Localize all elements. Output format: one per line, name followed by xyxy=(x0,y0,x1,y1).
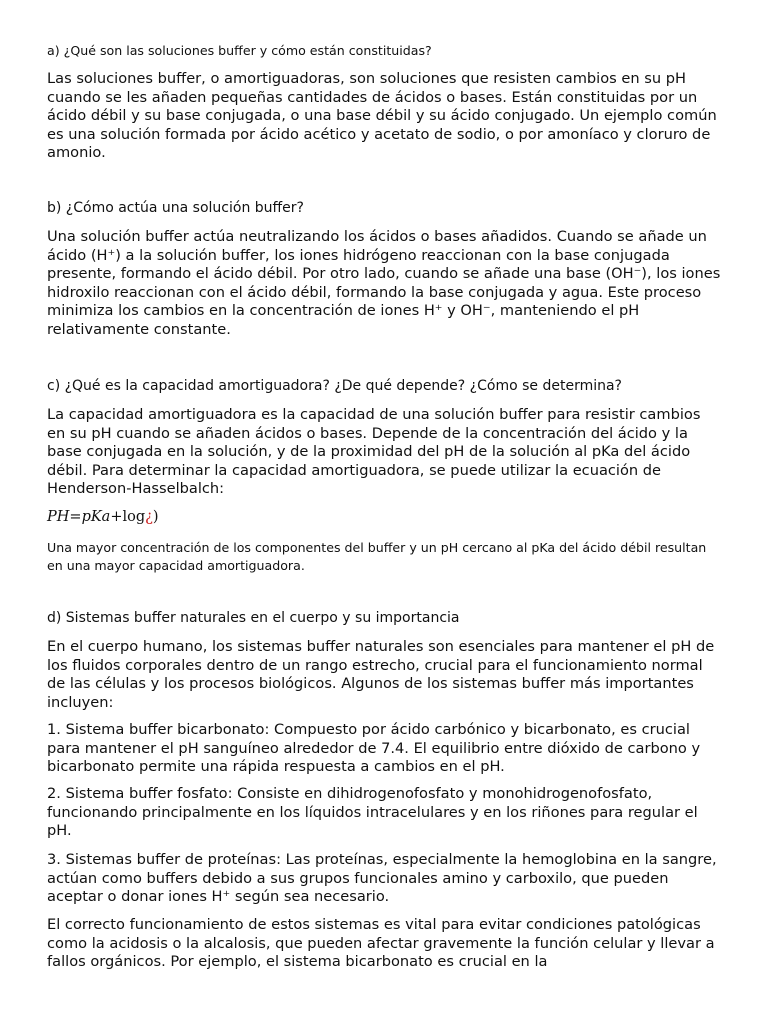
formula-pka: pKa xyxy=(81,509,111,525)
answer-d-intro: En el cuerpo humano, los sistemas buffer naturales son esenciales para mantener el pH de los fluidos corporales dentro de un rango estrecho, crucial para el funcionamiento normal de las células y los procesos biológicos. Algunos de los sistemas buffer más importantes incluyen: xyxy=(47,638,715,711)
answer-c-paragraph: La capacidad amortiguadora es la capacidad de una solución buffer para resistir cambios en su pH cuando se añaden ácidos o bases. Depende de la concentración del ácido y la base conjugada en la solución, y de la proximidad del pH de la solución al pKa del ácido débil. Para determinar la capacidad amortiguadora, se puede utilizar la ecuación de Henderson-Hasselbalch: xyxy=(47,406,701,497)
henderson-hasselbalch-formula xyxy=(47,508,159,526)
closing-paragraph: El correcto funcionamiento de estos sistemas es vital para evitar condiciones patológicas como la acidosis o la alcalosis, que pueden afectar gravemente la función celular y llevar a fallos orgánicos. Por ejemplo, el sistema bicarbonato es crucial en la xyxy=(47,916,715,970)
answer-b-paragraph: Una solución buffer actúa neutralizando los ácidos o bases añadidos. Cuando se añade un ácido (H⁺) a la solución buffer, los iones hidrógeno reaccionan con la base conjugada presente, formando el ácido débil. Por otro lado, cuando se añade una base (OH⁻), los iones hidroxilo reaccionan con el ácido débil, formando la base conjugada y agua. Este proceso minimiza los cambios en la concentración de iones H⁺ y OH⁻, manteniendo el pH relativamente constante. xyxy=(47,228,721,338)
question-c-heading: c) ¿Qué es la capacidad amortiguadora? ¿De qué depende? ¿Cómo se determina? xyxy=(47,378,622,394)
answer-a-paragraph: Las soluciones buffer, o amortiguadoras, son soluciones que resisten cambios en su pH cuando se les añaden pequeñas cantidades de ácidos o bases. Están constituidas por un ácido débil y su base conjugada, o una base débil y su ácido conjugado. Un ejemplo común es una solución formada por ácido acético y acetato de sodio, o por amoníaco y cloruro de amonio. xyxy=(47,70,717,161)
formula-equals: = xyxy=(69,509,82,525)
list-item-proteinas: 3. Sistemas buffer de proteínas: Las proteínas, especialmente la hemoglobina en la sangre, actúan como buffers debido a sus grupos funcionales amino y carboxilo, que pueden aceptar o donar iones H⁺ según sea necesario. xyxy=(47,851,717,905)
question-a-heading: a) ¿Qué son las soluciones buffer y cómo están constituidas? xyxy=(47,43,432,58)
formula-plus: + xyxy=(110,509,123,525)
formula-lhs: PH xyxy=(47,509,70,525)
formula-missing-glyph: ¿ xyxy=(145,509,153,525)
question-b-heading: b) ¿Cómo actúa una solución buffer? xyxy=(47,200,304,216)
list-item-fosfato: 2. Sistema buffer fosfato: Consiste en dihidrogenofosfato y monohidrogenofosfato, funcionando principalmente en los líquidos intracelulares y en los riñones para regular el pH. xyxy=(47,785,698,839)
answer-c-note: Una mayor concentración de los componentes del buffer y un pH cercano al pKa del ácido débil resultan en una mayor capacidad amortiguadora. xyxy=(47,540,707,573)
question-d-heading: d) Sistemas buffer naturales en el cuerpo y su importancia xyxy=(47,610,460,626)
formula-log: log xyxy=(122,509,146,525)
formula-close-paren: ) xyxy=(152,509,159,525)
list-item-bicarbonato: 1. Sistema buffer bicarbonato: Compuesto por ácido carbónico y bicarbonato, es crucial para mantener el pH sanguíneo alrededor de 7.4. El equilibrio entre dióxido de carbono y bicarbonato permite una rápida respuesta a cambios en el pH. xyxy=(47,721,701,775)
